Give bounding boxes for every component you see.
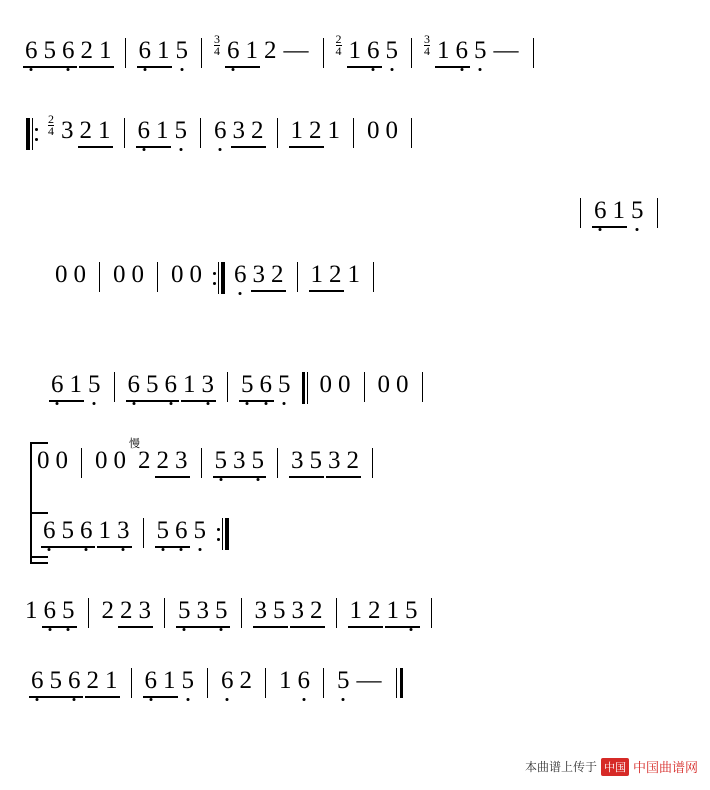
note: 5 — [273, 597, 286, 624]
beamed-note-group — [347, 598, 384, 628]
score-line — [22, 112, 422, 150]
beamed-note-group — [325, 448, 362, 478]
barline — [580, 198, 581, 228]
note: 6 — [22, 38, 41, 64]
note: 5 — [212, 448, 231, 474]
note: 5 — [402, 598, 421, 624]
sustain-dash: — — [356, 667, 382, 694]
note: 1 — [347, 261, 360, 288]
note: 1 — [98, 517, 111, 544]
repeat-end-icon — [213, 262, 225, 294]
beamed-note-group — [125, 372, 181, 402]
beamed-note-group — [308, 262, 345, 292]
note: 5 — [212, 598, 231, 624]
note: 6 — [231, 262, 250, 288]
barline — [201, 38, 202, 68]
note: 1 — [245, 37, 258, 64]
note: 5 — [85, 372, 104, 398]
note: 0 — [73, 261, 86, 288]
note: 1 — [310, 261, 323, 288]
note: 0 — [319, 371, 332, 398]
double-barline — [302, 372, 309, 404]
footer-credit-text: 本曲谱上传于 — [524, 760, 597, 774]
beamed-note-group — [434, 38, 471, 68]
note: 3 — [233, 447, 246, 474]
note: 6 — [65, 668, 84, 694]
note: 3 — [138, 597, 151, 624]
note: 3 — [291, 597, 304, 624]
beamed-note-group — [135, 118, 172, 148]
note: 0 — [113, 447, 126, 474]
beamed-note-group — [84, 668, 121, 698]
barline — [657, 198, 658, 228]
note: 5 — [146, 371, 159, 398]
final-barline — [396, 668, 404, 698]
beamed-note-group — [212, 448, 268, 478]
note: 2 — [138, 447, 151, 474]
note: 6 — [211, 118, 230, 144]
note: 5 — [43, 37, 56, 64]
beamed-note-group — [288, 118, 325, 148]
note: 1 — [327, 117, 340, 144]
site-name: 中国曲谱网 — [632, 760, 698, 775]
note: 1 — [163, 667, 176, 694]
score-line — [48, 372, 433, 404]
barline — [131, 668, 132, 698]
barline — [81, 448, 82, 478]
note: 0 — [55, 261, 68, 288]
note: 3 — [254, 597, 267, 624]
barline — [411, 118, 412, 148]
note: 5 — [175, 598, 194, 624]
beamed-note-group — [28, 668, 84, 698]
note: 0 — [55, 447, 68, 474]
time-signature: $\frac{2}{4}$ — [48, 112, 54, 138]
barline — [143, 518, 144, 548]
note: 5 — [173, 38, 192, 64]
note: 2 — [271, 261, 284, 288]
tempo-mark: 慢 — [129, 438, 140, 450]
score-line — [40, 518, 235, 550]
note: 5 — [59, 598, 78, 624]
barline — [323, 668, 324, 698]
barline — [157, 262, 158, 292]
barline — [125, 38, 126, 68]
barline — [277, 118, 278, 148]
beamed-note-group — [48, 372, 85, 402]
barline — [353, 118, 354, 148]
note: 3 — [252, 261, 265, 288]
note: 0 — [367, 117, 380, 144]
note: 6 — [218, 668, 237, 694]
note: 2 — [264, 37, 277, 64]
note: 2 — [251, 117, 264, 144]
beamed-note-group — [591, 198, 628, 228]
note: 2 — [156, 447, 169, 474]
barline — [372, 448, 373, 478]
note: 1 — [69, 371, 82, 398]
barline — [114, 372, 115, 402]
beamed-note-group — [289, 598, 326, 628]
site-logo-icon: 中国 — [601, 758, 629, 776]
note: 3 — [328, 447, 341, 474]
beamed-note-group — [78, 38, 115, 68]
beamed-note-group — [346, 38, 383, 68]
note: 1 — [279, 667, 292, 694]
note: 6 — [453, 38, 472, 64]
note: 0 — [396, 371, 409, 398]
beamed-note-group — [384, 598, 421, 628]
note: 3 — [199, 372, 218, 398]
note: 5 — [275, 372, 294, 398]
note: 6 — [295, 668, 314, 694]
note: 1 — [183, 371, 196, 398]
note: 1 — [156, 117, 169, 144]
note: 1 — [157, 37, 170, 64]
footer-credit — [525, 757, 698, 776]
note: 2 — [101, 597, 114, 624]
barline — [88, 598, 89, 628]
beamed-note-group — [224, 38, 261, 68]
note: 0 — [131, 261, 144, 288]
beamed-note-group — [22, 38, 78, 68]
barline — [373, 262, 374, 292]
note: 1 — [25, 597, 38, 624]
note: 1 — [99, 37, 112, 64]
note: 2 — [120, 597, 133, 624]
note: 2 — [79, 117, 92, 144]
time-signature: $\frac{2}{4}$ — [335, 32, 342, 58]
note: 5 — [172, 118, 191, 144]
barline — [99, 262, 100, 292]
note: 3 — [61, 117, 74, 144]
note: 5 — [238, 372, 257, 398]
beamed-note-group — [142, 668, 179, 698]
barline — [124, 118, 125, 148]
section-brace-lower — [30, 512, 48, 564]
time-signature: $\frac{3}{4}$ — [214, 32, 220, 58]
note: 3 — [175, 447, 188, 474]
barline — [533, 38, 534, 68]
note: 6 — [224, 38, 243, 64]
score-line — [52, 262, 384, 294]
barline — [200, 118, 201, 148]
score-line — [22, 32, 544, 68]
note: 3 — [232, 117, 245, 144]
score-line — [22, 598, 442, 628]
barline — [431, 598, 432, 628]
note: 2 — [346, 447, 359, 474]
barline — [241, 598, 242, 628]
beamed-note-group — [40, 518, 96, 548]
note: 1 — [348, 37, 361, 64]
note: 5 — [383, 38, 402, 64]
note: 2 — [86, 667, 99, 694]
beamed-note-group — [175, 598, 231, 628]
beamed-note-group — [288, 448, 325, 478]
note: 2 — [310, 597, 323, 624]
note: 6 — [41, 598, 60, 624]
beamed-note-group — [117, 598, 154, 628]
barline — [164, 598, 165, 628]
repeat-end-icon — [217, 518, 229, 550]
note: 6 — [48, 372, 67, 398]
barline — [227, 372, 228, 402]
barline — [201, 448, 202, 478]
score-line — [570, 198, 668, 228]
note: 1 — [437, 37, 450, 64]
beamed-note-group — [180, 372, 217, 402]
note: 0 — [338, 371, 351, 398]
note: 5 — [471, 38, 490, 64]
note: 1 — [349, 597, 362, 624]
barline — [364, 372, 365, 402]
beamed-note-group — [238, 372, 275, 402]
note: 6 — [162, 372, 181, 398]
note: 0 — [385, 117, 398, 144]
note: 5 — [191, 518, 210, 544]
barline — [297, 262, 298, 292]
note: 6 — [142, 668, 161, 694]
note: 1 — [386, 597, 399, 624]
note: 0 — [171, 261, 184, 288]
note: 3 — [196, 597, 209, 624]
note: 2 — [239, 667, 252, 694]
note: 6 — [136, 38, 155, 64]
beamed-note-group — [154, 448, 191, 478]
note: 1 — [105, 667, 118, 694]
barline — [411, 38, 412, 68]
note: 2 — [80, 37, 93, 64]
barline — [277, 448, 278, 478]
sustain-dash: — — [283, 37, 309, 64]
note: 0 — [189, 261, 202, 288]
note: 5 — [61, 517, 74, 544]
note: 5 — [334, 668, 353, 694]
time-signature: $\frac{3}{4}$ — [424, 32, 430, 58]
beamed-note-group — [77, 118, 114, 148]
note: 2 — [368, 597, 381, 624]
note: 2 — [309, 117, 322, 144]
note: 6 — [135, 118, 154, 144]
note: 0 — [37, 447, 50, 474]
note: 6 — [364, 38, 383, 64]
beamed-note-group — [154, 518, 191, 548]
barline — [207, 668, 208, 698]
note: 5 — [154, 518, 173, 544]
beamed-note-group — [230, 118, 267, 148]
barline — [422, 372, 423, 402]
note: 6 — [28, 668, 47, 694]
note: 5 — [249, 448, 268, 474]
beamed-note-group — [136, 38, 173, 68]
note: 5 — [49, 667, 62, 694]
sustain-dash: — — [493, 37, 519, 64]
note: 0 — [113, 261, 126, 288]
note: 0 — [377, 371, 390, 398]
note: 6 — [172, 518, 191, 544]
score-line — [34, 438, 383, 478]
note: 0 — [95, 447, 108, 474]
note: 1 — [612, 197, 625, 224]
note: 2 — [329, 261, 342, 288]
note: 3 — [114, 518, 133, 544]
beamed-note-group — [250, 262, 287, 292]
barline — [265, 668, 266, 698]
note: 5 — [179, 668, 198, 694]
beamed-note-group — [252, 598, 289, 628]
note: 5 — [628, 198, 647, 224]
beamed-note-group — [41, 598, 78, 628]
barline — [336, 598, 337, 628]
note: 1 — [290, 117, 303, 144]
note: 6 — [40, 518, 59, 544]
repeat-start-icon — [26, 118, 38, 150]
barline — [323, 38, 324, 68]
note: 6 — [125, 372, 144, 398]
note: 6 — [591, 198, 610, 224]
note: 1 — [98, 117, 111, 144]
score-line — [28, 668, 408, 698]
note: 6 — [59, 38, 78, 64]
note: 6 — [77, 518, 96, 544]
beamed-note-group — [96, 518, 133, 548]
note: 6 — [257, 372, 276, 398]
note: 3 — [291, 447, 304, 474]
note: 5 — [309, 447, 322, 474]
